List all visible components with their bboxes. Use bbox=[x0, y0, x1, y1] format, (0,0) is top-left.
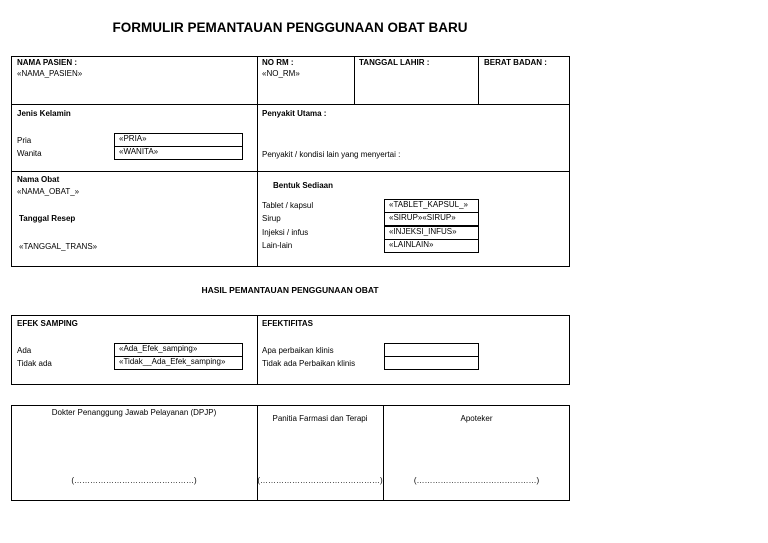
committee-signature-label: Panitia Farmasi dan Terapi bbox=[272, 414, 368, 423]
result-title: HASIL PEMANTAUAN PENGGUNAAN OBAT bbox=[201, 285, 379, 295]
form-label-syrup: Sirup bbox=[262, 214, 281, 223]
form-field-other[interactable]: «LAINLAIN» bbox=[384, 239, 479, 253]
dob-label: TANGGAL LAHIR : bbox=[359, 58, 430, 67]
male-label: Pria bbox=[17, 136, 32, 145]
male-field[interactable]: «PRIA» bbox=[114, 133, 243, 147]
side-effect-yes-field[interactable]: «Ada_Efek_samping» bbox=[114, 343, 243, 357]
side-effect-yes-label: Ada bbox=[17, 346, 32, 355]
prescription-date-value[interactable]: «TANGGAL_TRANS» bbox=[19, 242, 98, 251]
form-title: FORMULIR PEMANTAUAN PENGGUNAAN OBAT BARU bbox=[112, 20, 468, 35]
patient-name-value[interactable]: «NAMA_PASIEN» bbox=[17, 69, 83, 78]
improved-field[interactable] bbox=[384, 343, 479, 357]
not-improved-label: Tidak ada Perbaikan klinis bbox=[262, 359, 356, 368]
gender-label: Jenis Kelamin bbox=[17, 109, 71, 118]
female-label: Wanita bbox=[17, 149, 42, 158]
rm-label: NO RM : bbox=[262, 58, 294, 67]
form-field-syrup[interactable]: «SIRUP»«SIRUP» bbox=[384, 212, 479, 226]
form-label-tablet: Tablet / kapsul bbox=[262, 201, 314, 210]
pharmacist-signature-line[interactable]: (………………………………………) bbox=[413, 476, 540, 485]
weight-label: BERAT BADAN : bbox=[484, 58, 547, 67]
doctor-signature-label: Dokter Penanggung Jawab Pelayanan (DPJP) bbox=[51, 408, 217, 417]
doctor-signature-line[interactable]: (………………………………………) bbox=[71, 476, 197, 485]
improved-label: Apa perbaikan klinis bbox=[262, 346, 334, 355]
other-disease-label: Penyakit / kondisi lain yang menyertai : bbox=[262, 150, 401, 159]
not-improved-field[interactable] bbox=[384, 356, 479, 370]
pharmacist-signature-label: Apoteker bbox=[460, 414, 493, 423]
prescription-date-label: Tanggal Resep bbox=[19, 214, 76, 223]
side-effect-label: EFEK SAMPING bbox=[17, 319, 78, 328]
side-effect-no-field[interactable]: «Tidak__Ada_Efek_samping» bbox=[114, 356, 243, 370]
form-field-injection[interactable]: «INJEKSI_INFUS» bbox=[384, 226, 479, 240]
effectiveness-label: EFEKTIFITAS bbox=[262, 319, 313, 328]
form-field-tablet[interactable]: «TABLET_KAPSUL_» bbox=[384, 199, 479, 213]
side-effect-no-label: Tidak ada bbox=[17, 359, 52, 368]
form-label-other: Lain-lain bbox=[262, 241, 293, 250]
drug-name-value[interactable]: «NAMA_OBAT_» bbox=[17, 187, 80, 196]
dosage-form-label: Bentuk Sediaan bbox=[273, 181, 334, 190]
drug-name-label: Nama Obat bbox=[17, 175, 60, 184]
rm-value[interactable]: «NO_RM» bbox=[262, 69, 300, 78]
form-label-injection: Injeksi / infus bbox=[262, 228, 309, 237]
committee-signature-line[interactable]: (………………………………………) bbox=[257, 476, 383, 485]
female-field[interactable]: «WANITA» bbox=[114, 146, 243, 160]
patient-name-label: NAMA PASIEN : bbox=[17, 58, 77, 67]
main-disease-label: Penyakit Utama : bbox=[262, 109, 327, 118]
